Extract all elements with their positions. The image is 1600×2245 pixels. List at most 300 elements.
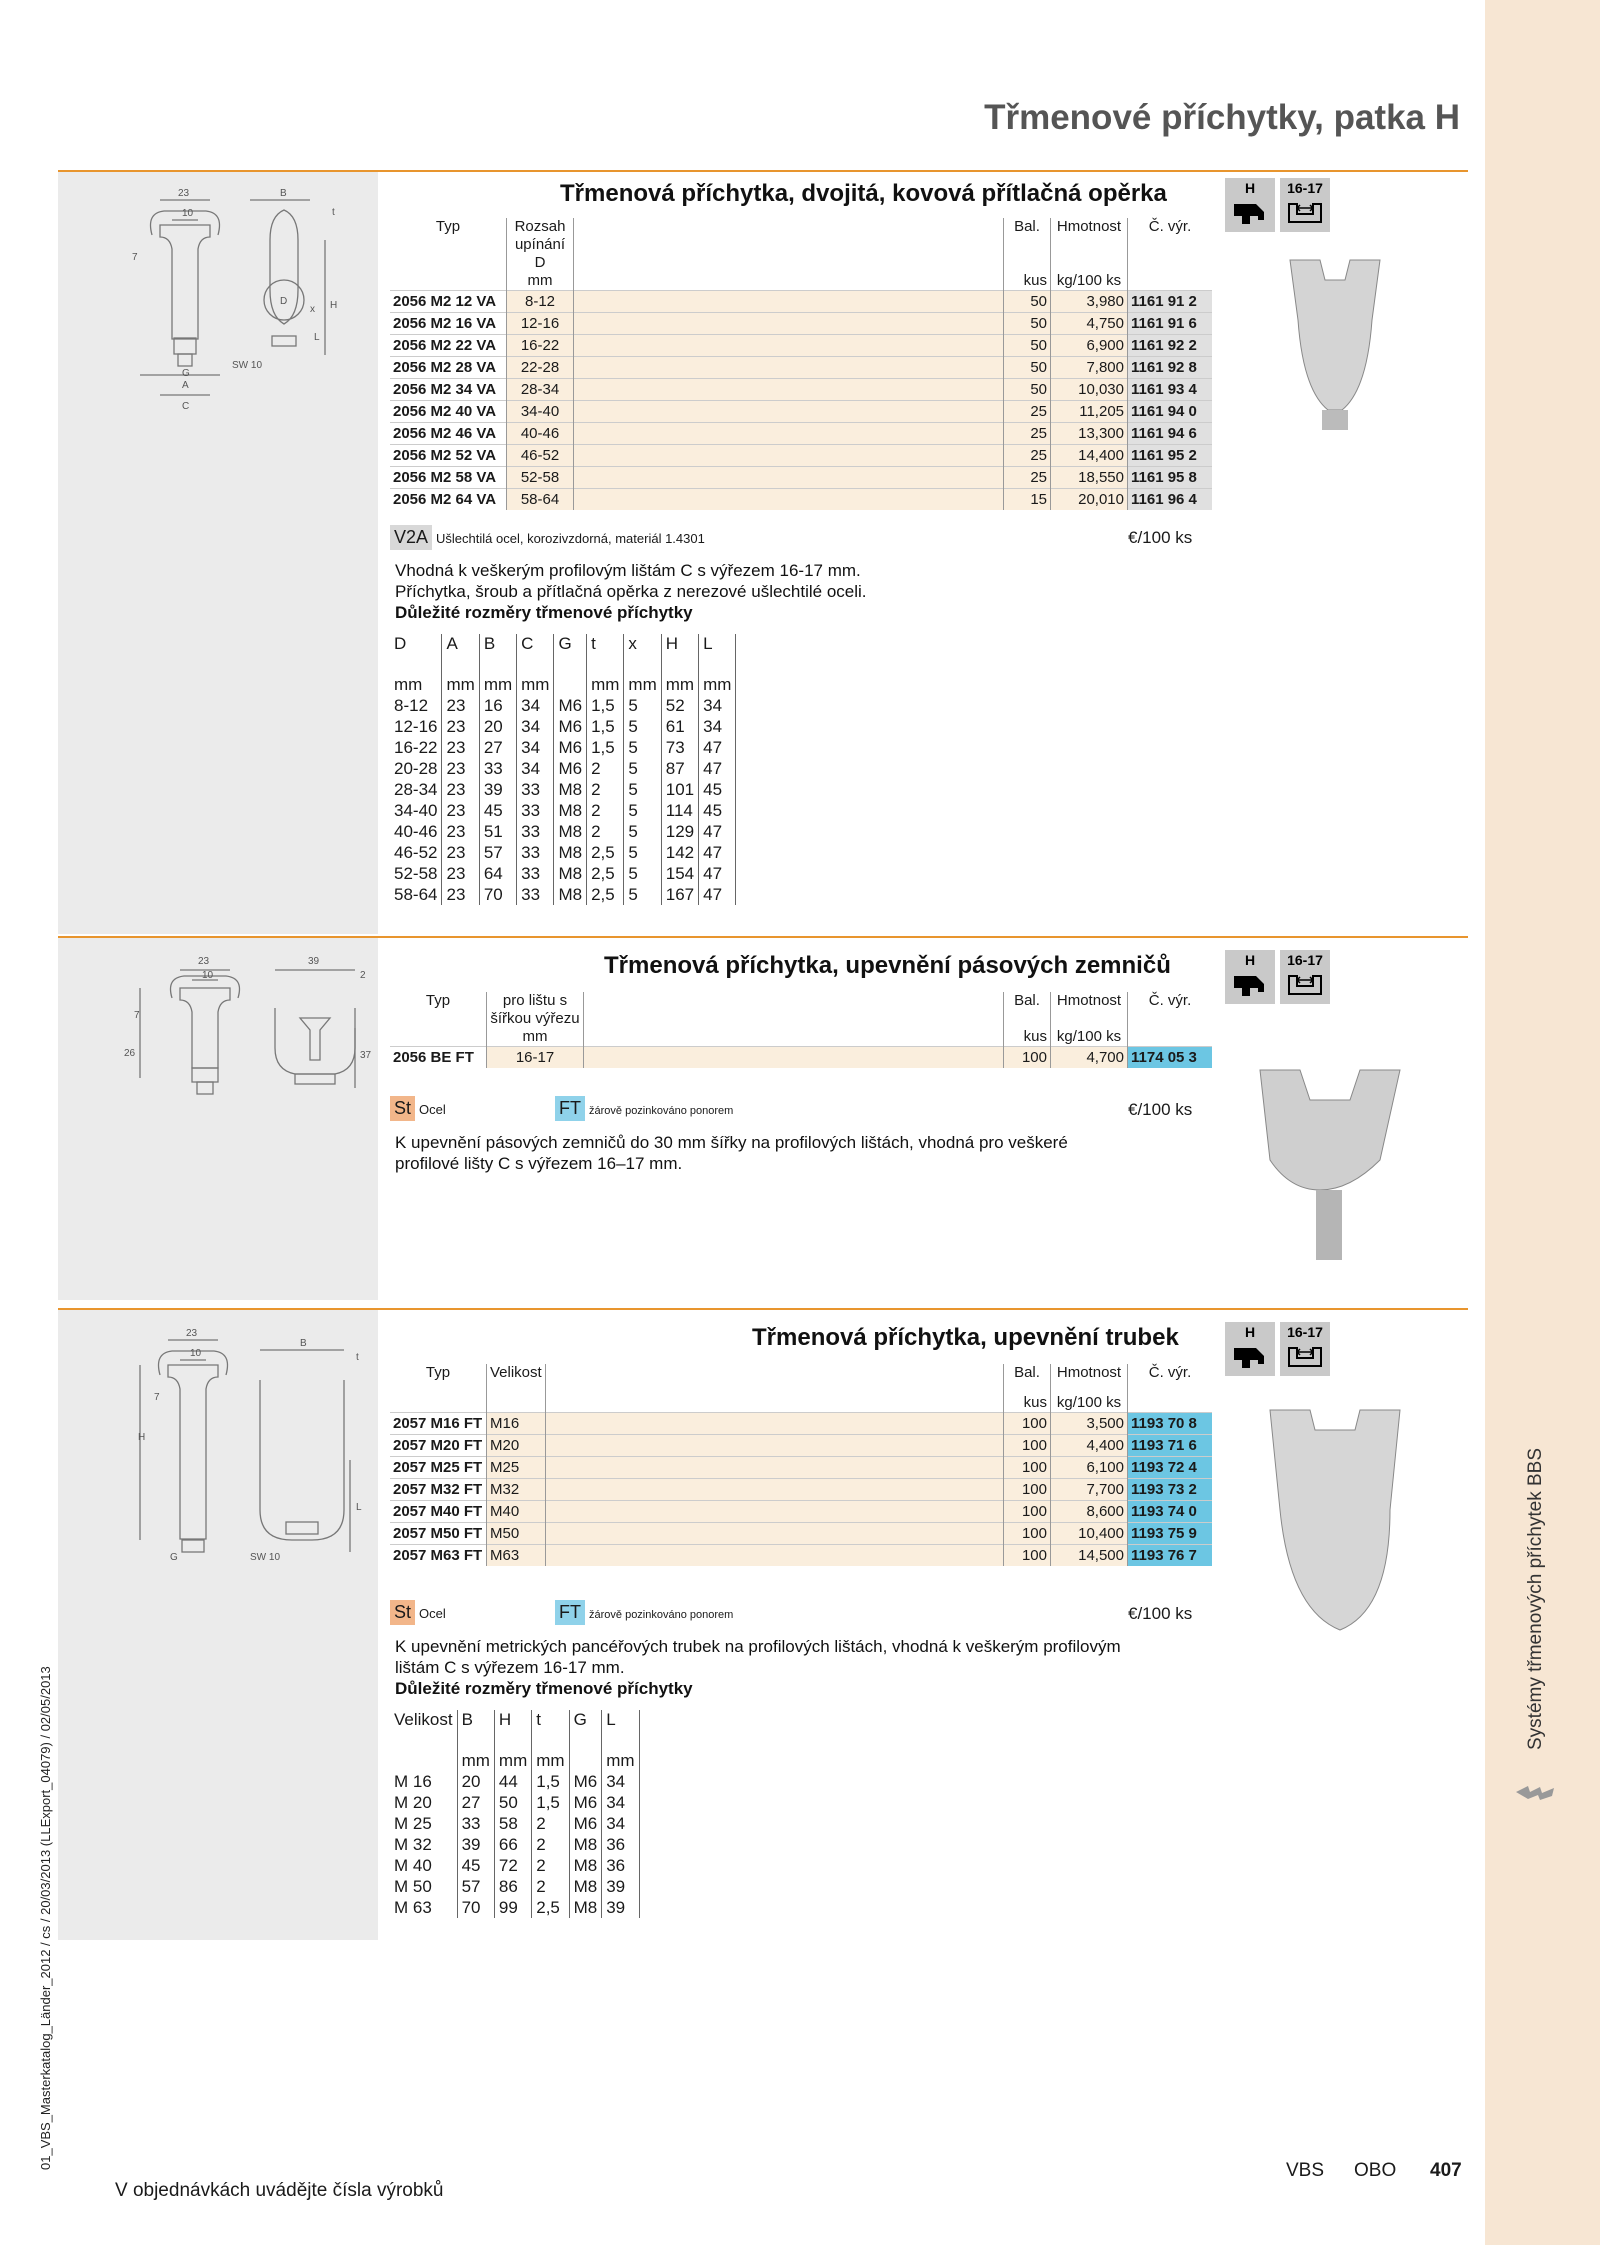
cell-cv: 1161 96 4 [1128,489,1213,511]
dims-cell: 34 [699,695,736,716]
dims-unit: mm [457,1750,494,1771]
dims-row [390,1876,639,1897]
section-title: Třmenová příchytka, upevnění pásových zemničů [604,952,1171,979]
table-row [390,1523,1212,1545]
dims-cell: M6 [554,716,587,737]
dims-cell: 34 [602,1792,639,1813]
svg-text:23: 23 [186,1328,198,1339]
product-table-3: Typ Velikost Bal. Hmotnost Č. výr. kus kg/100 ks 2057 M16 FT M16 100 3,500 1193 70 8 2057 M20 FT M20 100 4,400 1193 71 6 2057 M25 FT M25 100 6,100 1193 72 4 2057 M32 FT M32 100 7,700 1193 73 2 2057 M40 FT M40 100 8,600 1193 74 0 2057 M50 FT M50 100 10,400 1193 75 9 2057 M63 FT M63 100 14,500 1193 76 7 [390,1364,1212,1566]
dims-cell: M8 [554,821,587,842]
dims-cell: 5 [624,737,661,758]
svg-text:t: t [332,207,335,218]
dims-cell: 36 [602,1834,639,1855]
table-row [390,1413,1212,1435]
dims-cell: M6 [554,758,587,779]
dims-cell: 2 [532,1876,569,1897]
dims-unit: mm [532,1750,569,1771]
cell-cv: 1193 76 7 [1128,1545,1213,1567]
cell-weight: 8,600 [1051,1501,1128,1523]
cell-spacer [574,467,1004,489]
cell-bal: 100 [1004,1435,1051,1457]
svg-text:D: D [280,296,288,307]
dims-cell: 101 [661,779,698,800]
dims-cell: 142 [661,842,698,863]
coating-label-2: FT žárově pozinkováno ponorem [555,1096,733,1121]
dims-cell: 34 [602,1771,639,1792]
svg-text:7: 7 [134,1010,140,1021]
cell-range: 28-34 [507,379,574,401]
cell-weight: 18,550 [1051,467,1128,489]
cell-bal: 15 [1004,489,1051,511]
svg-text:L: L [356,1502,362,1513]
cell-bal: 100 [1004,1523,1051,1545]
cell-weight: 13,300 [1051,423,1128,445]
dims-cell: 114 [661,800,698,821]
dims-cell: M6 [569,1792,602,1813]
cell-weight: 20,010 [1051,489,1128,511]
h-foot-icon [1230,198,1270,228]
dims-header: D [390,634,442,674]
dims-cell: 23 [442,779,479,800]
dims-cell: 16 [479,695,516,716]
dims-header: A [442,634,479,674]
cell-weight: 14,500 [1051,1545,1128,1567]
dims-cell: 20-28 [390,758,442,779]
dims-cell: 57 [479,842,516,863]
dims-cell: M6 [554,737,587,758]
h-foot-icon [1230,970,1270,1000]
material-label-2: St Ocel [390,1096,446,1121]
dims-cell: 20 [457,1771,494,1792]
dims-cell: 66 [494,1834,531,1855]
dimensions-table-1 [390,634,736,905]
product-photo-1 [1270,240,1400,440]
svg-text:7: 7 [132,252,138,263]
cell-typ: 2056 M2 22 VA [390,335,507,357]
table-row [390,401,1212,423]
dims-unit: mm [587,674,624,695]
dims-cell: 99 [494,1897,531,1918]
cell-cv: 1193 72 4 [1128,1457,1213,1479]
dims-row [390,695,736,716]
svg-text:B: B [300,1338,307,1349]
dims-cell: 5 [624,779,661,800]
svg-text:B: B [280,188,287,199]
dims-cell: 58-64 [390,884,442,905]
cell-spacer [574,379,1004,401]
dims-cell: M 20 [390,1792,457,1813]
cell-range: 52-58 [507,467,574,489]
cell-range: M20 [487,1435,546,1457]
dims-cell: M 63 [390,1897,457,1918]
price-unit: €/100 ks [1128,1100,1193,1119]
material-label-1: V2A Ušlechtilá ocel, korozivzdorná, materiál 1.4301 [390,525,705,550]
right-sidebar [1485,0,1600,2245]
cell-range: 22-28 [507,357,574,379]
catalog-meta: 01_VBS_Masterkatalog_Länder_2012 / cs / 20/03/2013 (LLExport_04079) / 02/05/2013 [38,1666,53,2170]
dims-cell: M8 [569,1834,602,1855]
technical-drawing-1 [120,180,360,430]
cell-typ: 2056 M2 64 VA [390,489,507,511]
dims-cell: M8 [554,863,587,884]
dims-cell: 23 [442,800,479,821]
dimensions-table-3 [390,1710,640,1918]
dims-cell: 2 [587,821,624,842]
cell-typ: 2057 M40 FT [390,1501,487,1523]
dims-cell: 2,5 [532,1897,569,1918]
dims-unit: mm [602,1750,639,1771]
svg-text:G: G [170,1552,178,1563]
cell-range: M40 [487,1501,546,1523]
dims-cell: 5 [624,716,661,737]
dims-cell: 57 [457,1876,494,1897]
cell-typ: 2056 M2 46 VA [390,423,507,445]
dims-unit: mm [442,674,479,695]
dims-cell: 1,5 [532,1771,569,1792]
material-label-3: St Ocel [390,1600,446,1625]
cell-typ: 2057 M25 FT [390,1457,487,1479]
cell-spacer [574,313,1004,335]
technical-drawing-2 [110,948,370,1138]
dims-header: B [457,1710,494,1750]
dims-header: H [494,1710,531,1750]
dims-cell: 70 [457,1897,494,1918]
cell-typ: 2056 BE FT [390,1047,487,1069]
dims-row [390,1813,639,1834]
cell-cv: 1161 94 0 [1128,401,1213,423]
product-table-2: Typ pro lištu s šířkou výřezu Bal. Hmotnost Č. výr. mm kus kg/100 ks 2056 BE FT 16-17 100 4,700 1174 05 3 [390,992,1212,1068]
dims-cell: 36 [602,1855,639,1876]
dims-row [390,863,736,884]
dims-header: H [661,634,698,674]
order-note: V objednávkách uvádějte čísla výrobků [115,2180,444,2201]
dims-cell: 5 [624,758,661,779]
dims-cell: 45 [699,800,736,821]
dims-row [390,1855,639,1876]
table-row [390,1457,1212,1479]
cell-bal: 50 [1004,357,1051,379]
dims-cell: 33 [457,1813,494,1834]
cell-bal: 25 [1004,445,1051,467]
dims-cell: 1,5 [587,716,624,737]
dims-cell: 1,5 [587,737,624,758]
cell-weight: 6,100 [1051,1457,1128,1479]
svg-text:7: 7 [154,1392,160,1403]
dims-cell: 33 [517,863,554,884]
cell-spacer [574,489,1004,511]
dims-cell: 27 [479,737,516,758]
dims-cell: 34 [517,716,554,737]
table-row [390,1435,1212,1457]
dims-cell: 2 [587,779,624,800]
description-3: K upevnění metrických pancéřových trubek na profilových lištách, vhodná k veškerým profilovým lištám C s výřezem 16-17 mm. Důležité rozměry třmenové příchytky [395,1637,1121,1698]
cell-spacer [574,445,1004,467]
cell-weight: 4,700 [1051,1047,1128,1069]
rail-width-icon [1285,198,1325,228]
cell-bal: 100 [1004,1479,1051,1501]
dims-cell: 23 [442,884,479,905]
dims-cell: 23 [442,758,479,779]
dims-cell: M6 [569,1771,602,1792]
dims-row [390,842,736,863]
cell-cv: 1161 92 2 [1128,335,1213,357]
dims-unit: mm [661,674,698,695]
dims-cell: 23 [442,737,479,758]
cell-spacer [545,1523,1003,1545]
brand-obo: OBO [1354,2160,1397,2181]
cell-bal: 100 [1004,1047,1051,1069]
cell-weight: 7,700 [1051,1479,1128,1501]
dims-row [390,821,736,842]
dims-cell: 72 [494,1855,531,1876]
dims-row [390,800,736,821]
svg-text:L: L [314,332,320,343]
dims-row [390,716,736,737]
dims-cell: 39 [479,779,516,800]
cell-weight: 6,900 [1051,335,1128,357]
dims-cell: 154 [661,863,698,884]
dims-header: B [479,634,516,674]
cell-weight: 10,400 [1051,1523,1128,1545]
dims-cell: 33 [517,842,554,863]
dims-unit: mm [494,1750,531,1771]
dims-cell: 5 [624,800,661,821]
dims-cell: M8 [554,779,587,800]
product-table-1: Typ Rozsah upínání D Bal. Hmotnost Č. výr. mm kus kg/100 ks 2056 M2 12 VA 8-12 50 3,980 1161 91 2 2056 M2 16 VA 12-16 50 4,750 1161 91 6 2056 M2 22 VA 16-22 50 6,900 1161 92 2 2056 M2 28 VA 22-28 50 7,800 1161 92 8 2056 M2 34 VA 28-34 50 10,030 1161 93 4 2056 M2 40 VA 34-40 25 11,205 1161 94 0 2056 M2 46 VA 40-46 25 13,300 1161 94 6 2056 M2 52 VA 46-52 25 14,400 1161 95 2 2056 M2 58 VA 52-58 25 18,550 1161 95 8 2056 M2 64 VA 58-64 15 20,010 1161 96 4 [390,218,1212,510]
dims-row [390,1897,639,1918]
side-section-label: Systémy třmenových příchytek BBS [1525,1448,1546,1750]
rail-width-icon [1285,1342,1325,1372]
dims-cell: 2,5 [587,884,624,905]
dims-cell: 34 [517,758,554,779]
cell-range: M16 [487,1413,546,1435]
dims-cell: 45 [457,1855,494,1876]
cell-cv: 1193 73 2 [1128,1479,1213,1501]
dims-unit: mm [517,674,554,695]
dims-header: G [569,1710,602,1750]
dims-cell: M8 [569,1855,602,1876]
type-h-badge: H [1225,178,1275,232]
svg-text:10: 10 [202,970,214,981]
rail-width-badge: 16-17 [1280,1322,1330,1376]
dims-cell: 1,5 [587,695,624,716]
dims-header: Velikost [390,1710,457,1750]
coating-label-3: FT žárově pozinkováno ponorem [555,1600,733,1625]
dims-cell: 39 [457,1834,494,1855]
dims-row [390,1771,639,1792]
brand-vbs: VBS [1286,2160,1325,2181]
dims-cell: 23 [442,695,479,716]
description-2: K upevnění pásových zemničů do 30 mm šířky na profilových lištách, vhodná pro veškeré profilové lišty C s výřezem 16–17 mm. [395,1133,1068,1173]
cell-bal: 25 [1004,423,1051,445]
dims-cell: 34 [699,716,736,737]
dims-cell: 129 [661,821,698,842]
cell-cv: 1161 94 6 [1128,423,1213,445]
svg-text:10: 10 [190,1348,202,1359]
cell-bal: 50 [1004,379,1051,401]
cell-bal: 50 [1004,291,1051,313]
dims-cell: 47 [699,842,736,863]
cell-cv: 1161 91 6 [1128,313,1213,335]
svg-text:2: 2 [360,970,366,981]
dims-cell: M6 [569,1813,602,1834]
dims-cell: 46-52 [390,842,442,863]
table-row [390,445,1212,467]
dims-cell: 34 [517,695,554,716]
svg-text:SW 10: SW 10 [232,360,263,371]
svg-text:A: A [182,380,189,391]
cell-bal: 25 [1004,401,1051,423]
svg-text:39: 39 [308,956,320,967]
dims-cell: 33 [479,758,516,779]
cell-typ: 2056 M2 16 VA [390,313,507,335]
description-1: Vhodná k veškerým profilovým lištám C s výřezem 16-17 mm. Příchytka, šroub a přítlačná opěrka z nerezové ušlechtilé oceli. Důležité rozměry třmenové příchytky [395,561,867,622]
table-row [390,291,1212,313]
dims-unit [569,1750,602,1771]
dims-header: x [624,634,661,674]
cell-range: M50 [487,1523,546,1545]
table-row [390,1479,1212,1501]
cell-range: 46-52 [507,445,574,467]
cell-range: 12-16 [507,313,574,335]
cell-cv: 1193 70 8 [1128,1413,1213,1435]
cell-bal: 100 [1004,1501,1051,1523]
dims-cell: 8-12 [390,695,442,716]
cell-cv: 1161 93 4 [1128,379,1213,401]
dims-cell: 52 [661,695,698,716]
dims-cell: 12-16 [390,716,442,737]
table-row [390,423,1212,445]
cell-range: M63 [487,1545,546,1567]
cell-spacer [545,1413,1003,1435]
type-h-badge: H [1225,1322,1275,1376]
cell-cv: 1161 91 2 [1128,291,1213,313]
dims-cell: 64 [479,863,516,884]
dims-row [390,1792,639,1813]
cell-weight: 7,800 [1051,357,1128,379]
dims-cell: 47 [699,758,736,779]
dims-cell: 5 [624,884,661,905]
dims-row [390,758,736,779]
svg-text:26: 26 [124,1048,136,1059]
table-row [390,489,1212,511]
dims-cell: 73 [661,737,698,758]
cell-typ: 2056 M2 12 VA [390,291,507,313]
svg-text:H: H [330,300,338,311]
dims-cell: 51 [479,821,516,842]
cell-typ: 2057 M16 FT [390,1413,487,1435]
dims-cell: M6 [554,695,587,716]
dims-unit: mm [390,674,442,695]
dims-header: G [554,634,587,674]
dims-row [390,737,736,758]
dims-cell: 34-40 [390,800,442,821]
dims-cell: 47 [699,863,736,884]
h-foot-icon [1230,1342,1270,1372]
dims-cell: 39 [602,1876,639,1897]
cell-spacer [545,1501,1003,1523]
cell-weight: 4,750 [1051,313,1128,335]
cell-spacer [584,1047,1004,1069]
dims-cell: 33 [517,821,554,842]
cell-spacer [574,401,1004,423]
dims-cell: 5 [624,863,661,884]
cell-range: 8-12 [507,291,574,313]
dims-cell: 52-58 [390,863,442,884]
dims-cell: 33 [517,884,554,905]
dims-cell: 5 [624,842,661,863]
svg-text:10: 10 [182,208,194,219]
dims-cell: 2 [587,758,624,779]
dims-cell: 87 [661,758,698,779]
dims-cell: M 25 [390,1813,457,1834]
table-row [390,379,1212,401]
cell-typ: 2056 M2 28 VA [390,357,507,379]
dims-cell: 2,5 [587,842,624,863]
dims-cell: 34 [602,1813,639,1834]
svg-text:37: 37 [360,1050,372,1061]
dims-cell: M8 [569,1897,602,1918]
svg-text:23: 23 [198,956,210,967]
cell-bal: 50 [1004,313,1051,335]
dims-cell: 47 [699,821,736,842]
page-number: 407 [1430,2160,1462,2181]
table-row [390,313,1212,335]
svg-text:H: H [138,1432,146,1443]
dims-cell: 33 [517,800,554,821]
cell-typ: 2057 M32 FT [390,1479,487,1501]
cell-range: 16-17 [487,1047,584,1069]
cell-typ: 2056 M2 52 VA [390,445,507,467]
dims-row [390,884,736,905]
clip-icon [1512,1778,1558,1804]
cell-cv: 1161 92 8 [1128,357,1213,379]
dims-cell: 58 [494,1813,531,1834]
svg-text:SW 10: SW 10 [250,1552,281,1563]
cell-weight: 3,500 [1051,1413,1128,1435]
cell-range: M32 [487,1479,546,1501]
dims-cell: 2 [587,800,624,821]
dims-cell: 23 [442,821,479,842]
cell-spacer [574,335,1004,357]
cell-range: 16-22 [507,335,574,357]
dims-cell: 16-22 [390,737,442,758]
dims-cell: 27 [457,1792,494,1813]
dims-header: L [699,634,736,674]
dims-unit: mm [699,674,736,695]
dims-cell: M8 [569,1876,602,1897]
dims-cell: 23 [442,842,479,863]
table-row [390,1545,1212,1567]
dims-cell: 70 [479,884,516,905]
cell-cv: 1193 74 0 [1128,1501,1213,1523]
rail-width-icon [1285,970,1325,1000]
cell-range: 40-46 [507,423,574,445]
dims-cell: 61 [661,716,698,737]
cell-range: 58-64 [507,489,574,511]
table-row [390,357,1212,379]
dims-header: L [602,1710,639,1750]
dims-cell: 33 [517,779,554,800]
cell-typ: 2057 M20 FT [390,1435,487,1457]
cell-weight: 14,400 [1051,445,1128,467]
dims-cell: 2 [532,1855,569,1876]
cell-typ: 2056 M2 34 VA [390,379,507,401]
dims-cell: 86 [494,1876,531,1897]
dims-cell: M 16 [390,1771,457,1792]
cell-cv: 1193 71 6 [1128,1435,1213,1457]
dims-unit [554,674,587,695]
